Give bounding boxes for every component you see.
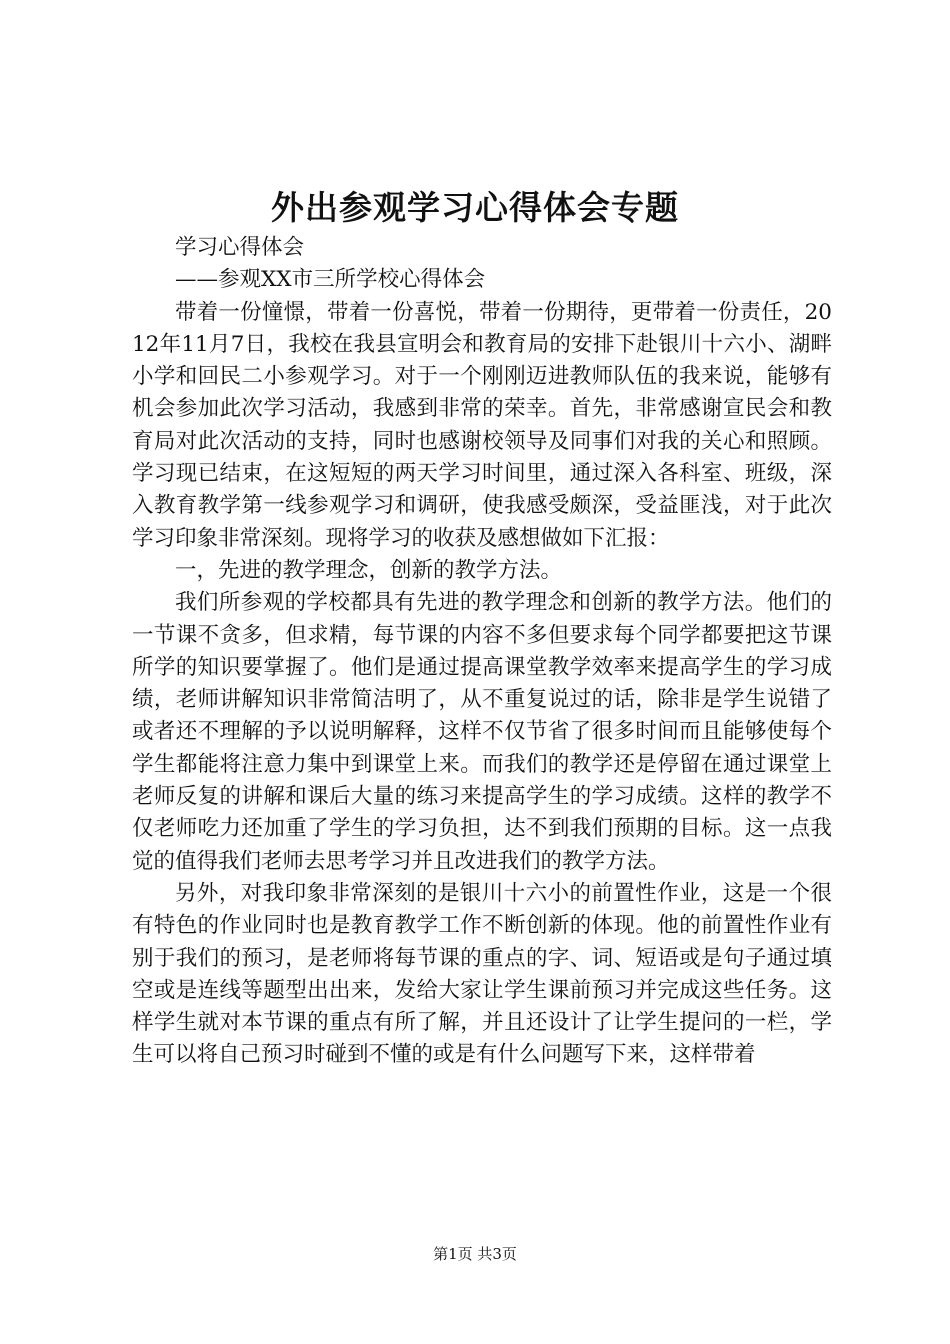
document-title: 外出参观学习心得体会专题 (271, 188, 679, 227)
body-paragraph: 带着一份憧憬，带着一份喜悦，带着一份期待，更带着一份责任，2012年11月7日，我校在我县宣明会和教育局的安排下赴银川十六小、湖畔小学和回民二小参观学习。对于一个刚刚迈进教师队伍的我来说，能够有机会参加此次学习活动，我感到非常的荣幸。首先，非常感谢宣民会和教育局对此次活动的支持，同时也感谢校领导及同事们对我的关心和照顾。学习现已结束，在这短短的两天学习时间里，通过深入各科室、班级，深入教育教学第一线参观学习和调研，使我感受颇深，受益匪浅，对于此次学习印象非常深刻。现将学习的收获及感想做如下汇报： (132, 299, 832, 551)
subtitle-secondary-paragraph: ——参观XX市三所学校心得体会 (175, 267, 486, 293)
page-footer: 第1页 共3页 (433, 1245, 517, 1263)
body-paragraph: 我们所参观的学校都具有先进的教学理念和创新的教学方法。他们的一节课不贪多，但求精，每节课的内容不多但要求每个同学都要把这节课所学的知识要掌握了。他们是通过提高课堂教学效率来提高学生的学习成绩，老师讲解知识非常简洁明了，从不重复说过的话，除非是学生说错了或者还不理解的予以说明解释，这样不仅节省了很多时间而且能够使每个学生都能将注意力集中到课堂上来。而我们的教学还是停留在通过课堂上老师反复的讲解和课后大量的练习来提高学生的学习成绩。这样的教学不仅老师吃力还加重了学生的学习负担，达不到我们预期的目标。这一点我觉的值得我们老师去思考学习并且改进我们的教学方法。 (132, 590, 832, 874)
document-body (132, 232, 832, 1072)
body-paragraph: 另外，对我印象非常深刻的是银川十六小的前置性作业，这是一个很有特色的作业同时也是教育教学工作不断创新的体现。他的前置性作业有别于我们的预习，是老师将每节课的重点的字、词、短语或是句子通过填空或是连线等题型出出来，发给大家让学生课前预习并完成这些任务。这样学生就对本节课的重点有所了解，并且还设计了让学生提问的一栏，学生可以将自己预习时碰到不懂的或是有什么问题写下来，这样带着 (132, 880, 832, 1068)
section-heading: 一，先进的教学理念，创新的教学方法。 (175, 557, 563, 583)
subtitle-paragraph: 学习心得体会 (175, 235, 305, 260)
